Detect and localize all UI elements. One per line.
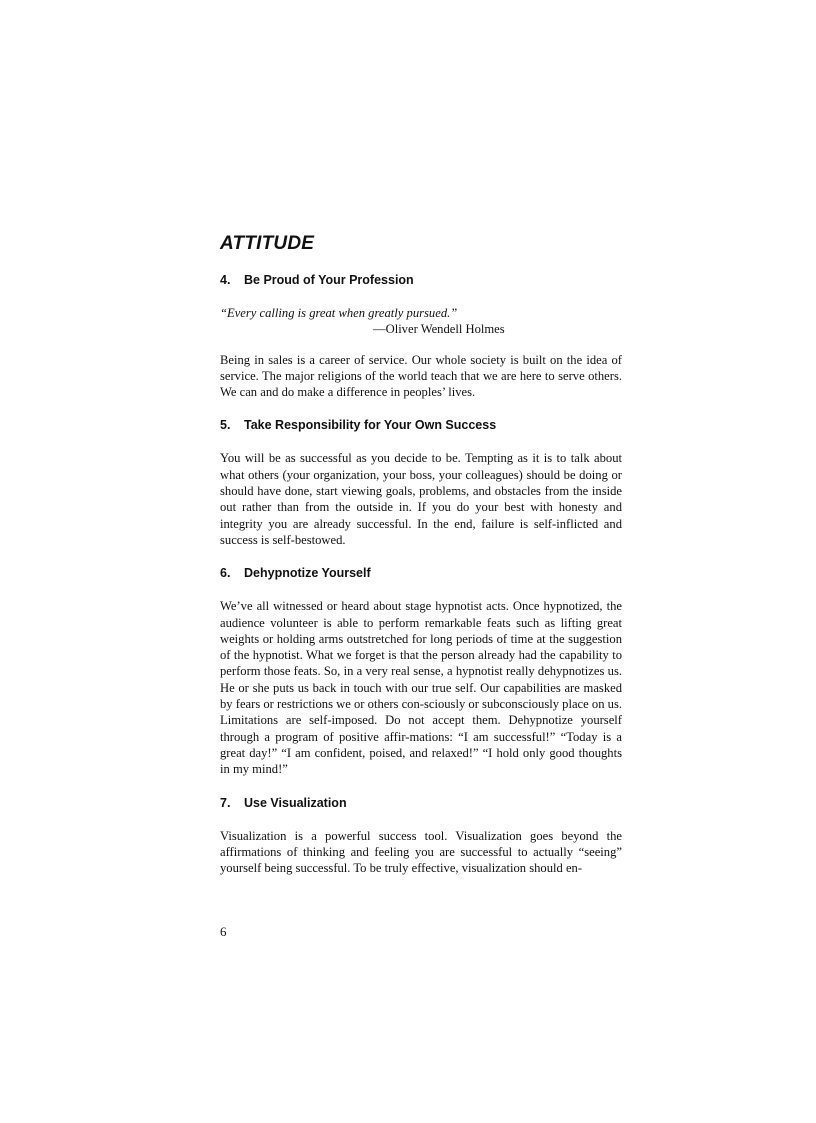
section-heading-text: Take Responsibility for Your Own Success [244, 418, 497, 433]
epigraph-attribution: —Oliver Wendell Holmes [373, 322, 505, 337]
section-number: 6. [220, 566, 231, 581]
section-heading-text: Dehypnotize Yourself [244, 566, 371, 581]
section-paragraph-7: Visualization is a powerful success tool. Visualization goes beyond the affirmations of thinking and feeling you are successful to actually “seeing” yourself being successful. To be truly effective, visualization should en- [220, 828, 622, 876]
chapter-title: ATTITUDE [220, 233, 315, 254]
page-number: 6 [220, 924, 227, 939]
section-number: 5. [220, 418, 231, 433]
section-heading-4 [220, 272, 622, 288]
section-paragraph-5: You will be as successful as you decide to be. Tempting as it is to talk about what others (your organization, your boss, your colleagues) should be doing or should have done, start viewing goals, problems, and obstacles from the inside out rather than from the outside in. If you do your best with honesty and integrity you are already successful. In the end, failure is self-inflicted and success is self-bestowed. [220, 451, 622, 547]
section-number: 7. [220, 795, 231, 810]
section-number: 4. [220, 273, 231, 287]
page-content [220, 232, 622, 876]
section-paragraph-4: Being in sales is a career of service. Our whole society is built on the idea of service. The major religions of the world teach that we are here to serve others. We can and do make a difference in peoples’ lives. [220, 352, 622, 400]
section-heading-text: Be Proud of Your Profession [244, 273, 414, 287]
section-heading-6 [220, 565, 622, 581]
epigraph-quote: “Every calling is great when greatly pursued.” [220, 306, 458, 320]
section-paragraph-6: We’ve all witnessed or heard about stage hypnotist acts. Once hypnotized, the audience volunteer is able to perform remarkable feats such as lifting great weights or holding arms outstretched for long periods of time at the suggestion of the hypnotist. What we forget is that the person already had the capability to perform those feats. So, in a very real sense, a hypnotist really dehypnotizes us. He or she puts us back in touch with our true self. Our capabilities are masked by fears or restrictions we or others con-sciously or subconsciously place on us. Limitations are self-imposed. Do not accept them. Dehypnotize yourself through a program of positive affir-mations: “I am successful!” “Today is a great day!” “I am confident, poised, and relaxed!” “I hold only good thoughts in my mind!” [220, 599, 622, 777]
section-heading-5 [220, 417, 622, 433]
section-heading-text: Use Visualization [244, 795, 347, 810]
section-heading-7 [220, 795, 622, 811]
